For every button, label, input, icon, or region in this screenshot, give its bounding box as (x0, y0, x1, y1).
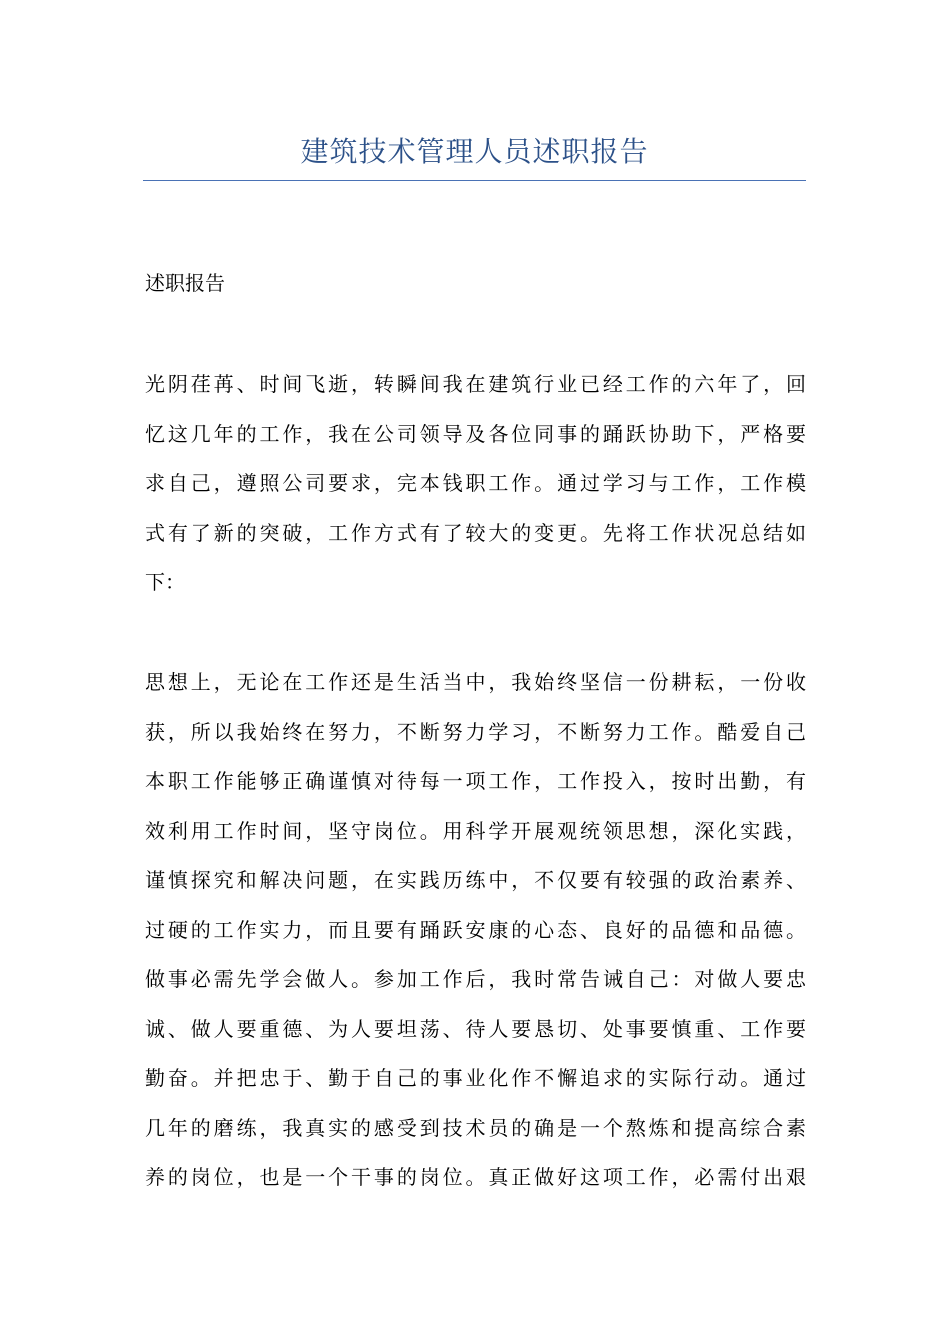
text-line: 式有了新的突破，工作方式有了较大的变更。先将工作状况总结如 (145, 520, 806, 545)
text-line: 获，所以我始终在努力，不断努力学习，不断努力工作。酷爱自己 (145, 719, 806, 744)
text-line: 勤奋。并把忠于、勤于自己的事业化作不懈追求的实际行动。通过 (145, 1066, 806, 1090)
text-line: 养的岗位，也是一个干事的岗位。真正做好这项工作，必需付出艰 (145, 1165, 806, 1189)
paragraph-1 (145, 360, 806, 608)
text-line: 做事必需先学会做人。参加工作后，我时常告诫自己：对做人要忠 (145, 967, 806, 991)
text-line: 谨慎探究和解决问题，在实践历练中，不仅要有较强的政治素养、 (145, 868, 806, 892)
title-underline (143, 180, 806, 181)
text-line: 本职工作能够正确谨慎对待每一项工作，工作投入，按时出勤，有 (145, 769, 806, 793)
paragraph-2 (145, 658, 806, 1203)
text-line: 效利用工作时间，坚守岗位。用科学开展观统领思想，深化实践， (145, 818, 806, 843)
text-line: 求自己，遵照公司要求，完本钱职工作。通过学习与工作，工作模 (145, 471, 806, 495)
text-line: 下： (145, 570, 185, 594)
text-line: 过硬的工作实力，而且要有踊跃安康的心态、良好的品德和品德。 (145, 917, 806, 942)
section-heading: 述职报告 (145, 271, 225, 295)
text-line: 光阴荏苒、时间飞逝，转瞬间我在建筑行业已经工作的六年了，回 (145, 372, 806, 396)
text-line: 诚、做人要重德、为人要坦荡、待人要恳切、处事要慎重、工作要 (145, 1016, 806, 1041)
text-line: 忆这几年的工作，我在公司领导及各位同事的踊跃协助下，严格要 (145, 421, 806, 446)
document-title: 建筑技术管理人员述职报告 (300, 135, 649, 168)
text-line: 几年的磨练，我真实的感受到技术员的确是一个熬炼和提高综合素 (145, 1115, 806, 1140)
text-line: 思想上，无论在工作还是生活当中，我始终坚信一份耕耘，一份收 (145, 670, 806, 694)
